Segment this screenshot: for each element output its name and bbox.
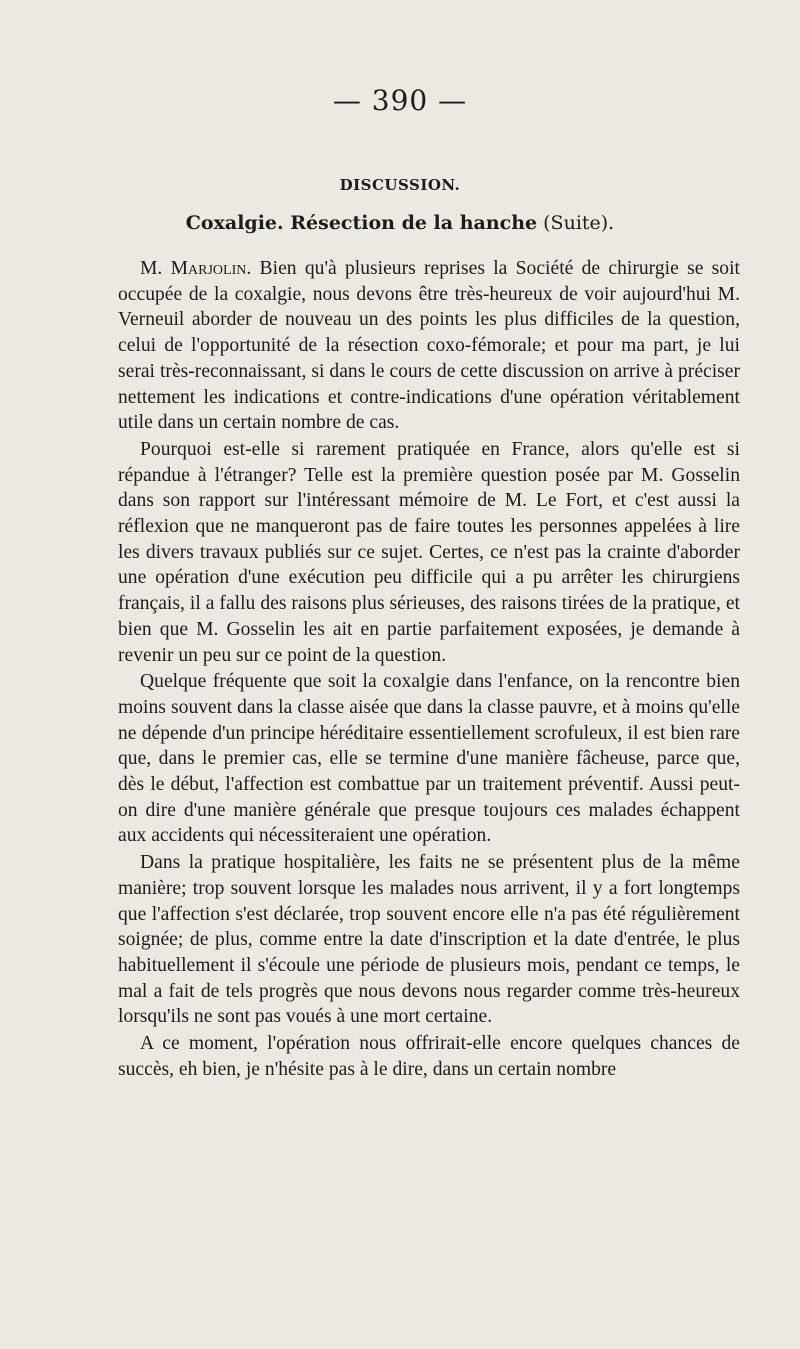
paragraph: Dans la pratique hospitalière, les faits ne se présentent plus de la même manière; trop souvent lorsque les malades nous arrivent, il y a fort longtemps que l'affection s'est déclarée, trop souvent encore elle n'a pas été régulièrement soignée; de plus, comme entre la date d'inscription et la date d'entrée, le plus habituellement il s'écoule une période de plusieurs mois, pendant ce temps, le mal a fait de tels progrès que nous devons nous regarder comme très-heureux lorsqu'ils ne sont pas voués à une mort certaine. (118, 852, 740, 1028)
speaker-name: M. Marjolin. (140, 258, 252, 279)
subtitle-suffix: (Suite). (537, 212, 615, 234)
paragraph: Pourquoi est-elle si rarement pratiquée en France, alors qu'elle est si répandue à l'étranger? Telle est la première question posée par M. Gosselin dans son rapport sur l'intéressant mémoire de M. Le Fort, et c'est aussi la réflexion que ne manqueront pas de faire toutes les personnes appelées à lire les divers travaux publiés sur ce sujet. Certes, ce n'est pas la crainte d'aborder une opération d'une exécution peu difficile qui a pu arrêter les chirurgiens français, il a fallu des raisons plus sérieuses, des raisons tirées de la pratique, et bien que M. Gosselin les ait en partie parfaitement exposées, je demande à revenir un peu sur ce point de la question. (118, 438, 740, 666)
paragraph: A ce moment, l'opération nous offrirait-elle encore quelques chances de succès, eh bien, je n'hésite pas à le dire, dans un certain nombre (118, 1033, 740, 1080)
paragraph: Quelque fréquente que soit la coxalgie dans l'enfance, on la rencontre bien moins souvent dans la classe aisée que dans la classe pauvre, et à moins qu'elle ne dépende d'un principe héréditaire essentiellement scrofuleux, il est bien rare que, dans le premier cas, elle se termine d'une manière fâcheuse, parce que, dès le début, l'affection est combattue par un traitement préventif. Aussi peut-on dire d'une manière générale que presque toujours ces malades échappent aux accidents qui nécessiteraient une opération. (118, 671, 740, 847)
paragraph (118, 256, 740, 436)
paragraph-text: Bien qu'à plusieurs reprises la Société de chirurgie se soit occupée de la coxalgie, nous devons être très-heureux de voir aujourd'hui M. Verneuil aborder de nouveau un des points les plus difficiles de la question, celui de l'opportunité de la résection coxo-fémorale; et pour ma part, je lui serai très-reconnaissant, si dans le cours de cette discussion on arrive à préciser nettement les indications et contre-indications d'une opération véritablement utile dans un certain nombre de cas. (118, 258, 740, 434)
page-number: — 390 — (332, 84, 468, 117)
subtitle-main: Coxalgie. Résection de la hanche (185, 212, 538, 234)
section-title: DISCUSSION. (339, 176, 461, 194)
body-text (118, 256, 740, 1083)
subtitle (0, 212, 800, 234)
